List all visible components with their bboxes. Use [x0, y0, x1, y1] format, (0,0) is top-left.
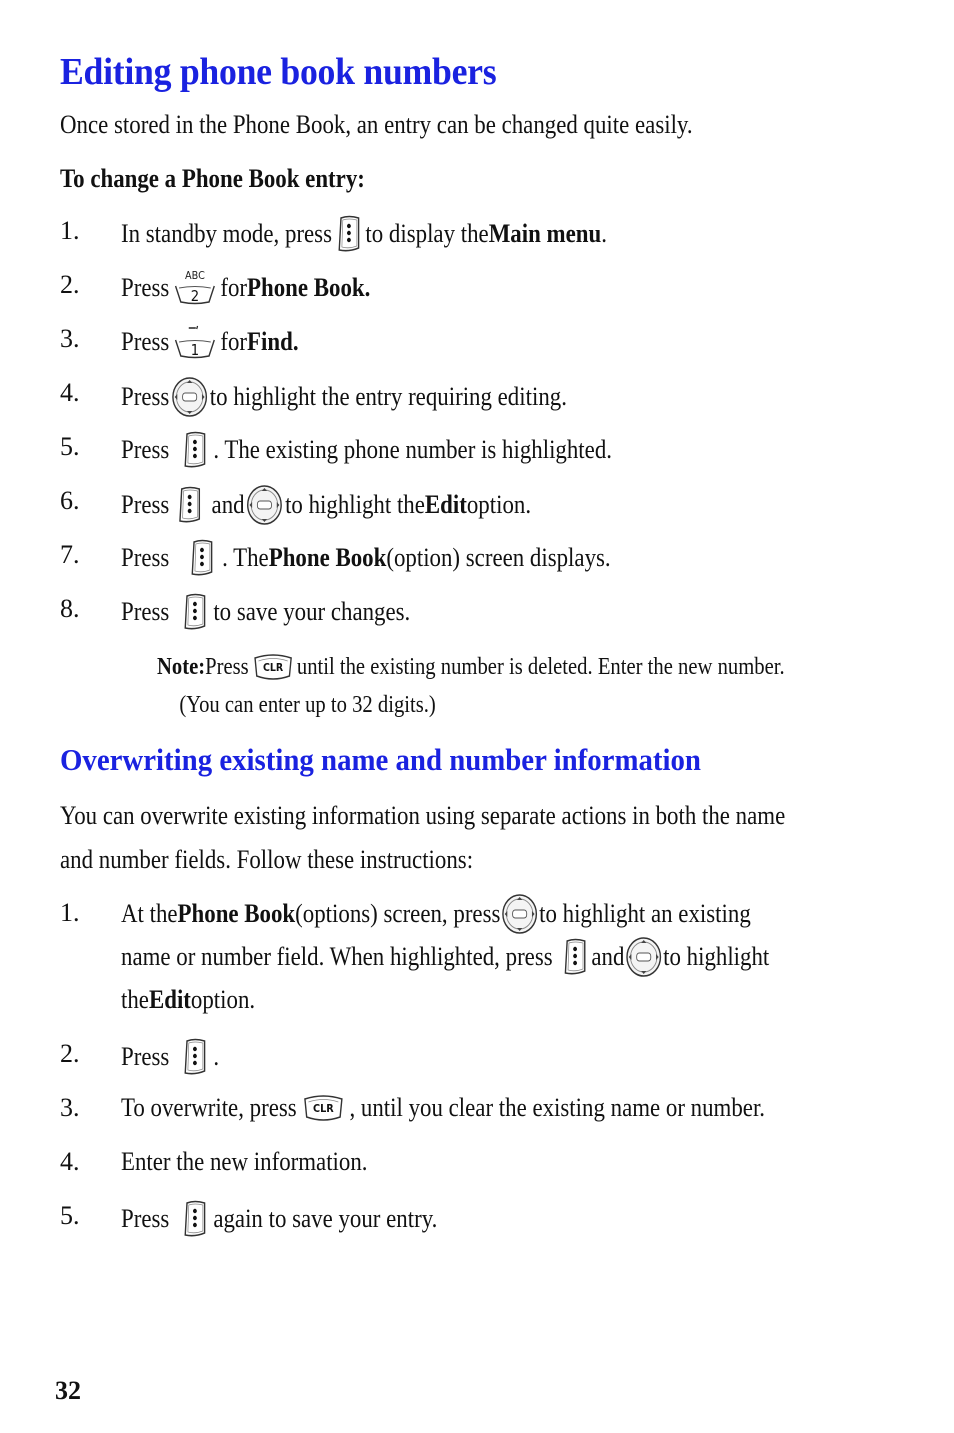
step-b-2: [0, 1037, 954, 1077]
menu-key-icon: [182, 1199, 208, 1239]
note-text: until the existing number is deleted. Enter the new number.: [296, 654, 785, 680]
step-text: .: [601, 219, 607, 248]
step-a-3: [0, 322, 954, 362]
step-text: to highlight the: [285, 490, 425, 519]
step-text: Press: [121, 1042, 170, 1071]
step-a-5: [0, 430, 954, 470]
step-text: Press: [121, 273, 170, 302]
key-2-abc-icon: [173, 268, 217, 308]
step-a-1: [0, 214, 954, 254]
step-text: Press: [121, 327, 170, 356]
step-number: 5.: [60, 432, 80, 461]
step-text: Press: [121, 1204, 170, 1233]
step-bold: Phone Book.: [247, 273, 371, 302]
key-1-icon: [173, 322, 217, 362]
step-number: 3.: [60, 324, 80, 353]
step-text: Press: [121, 435, 170, 464]
step-text: and: [591, 942, 625, 971]
step-text: Press: [121, 543, 170, 572]
step-text: (options) screen, press: [295, 899, 501, 928]
navigation-key-icon: [246, 484, 283, 526]
navigation-key-icon: [171, 376, 208, 418]
step-text: Press: [121, 597, 170, 626]
step-text: , until you clear the existing name or number.: [349, 1093, 766, 1122]
procedure-heading: To change a Phone Book entry:: [60, 164, 365, 193]
step-text: the: [121, 985, 149, 1014]
key-digit: 2: [190, 288, 200, 306]
step-number: 8.: [60, 594, 80, 623]
intro-paragraph: Once stored in the Phone Book, an entry can be changed quite easily.: [60, 110, 693, 139]
step-text: to display the: [365, 219, 489, 248]
menu-key-icon: [176, 485, 202, 525]
step-text: to highlight an existing: [539, 899, 751, 928]
step-a-6: [0, 484, 954, 524]
step-a-7: [0, 538, 954, 578]
step-text: (option) screen displays.: [386, 543, 611, 572]
step-text: . The existing phone number is highlighted.: [213, 435, 612, 464]
step-bold: Main menu: [488, 219, 602, 248]
menu-key-icon: [336, 214, 362, 254]
step-text: In standby mode, press: [121, 219, 332, 248]
section-intro-line-1: You can overwrite existing information using separate actions in both the name: [60, 801, 786, 830]
step-bold: Phone Book: [177, 899, 296, 928]
menu-key-icon: [561, 937, 587, 977]
key-digit: 1: [190, 342, 200, 360]
clr-label: CLR: [262, 661, 283, 675]
step-text: for: [220, 327, 248, 356]
step-number: 5.: [60, 1201, 80, 1230]
step-b-1: [121, 892, 858, 1021]
step-text: again to save your entry.: [213, 1204, 438, 1233]
page-number: 32: [55, 1376, 81, 1405]
key-label: ABC: [184, 269, 205, 283]
step-number: 4.: [60, 378, 80, 407]
step-text: for: [220, 273, 248, 302]
note-box: [157, 648, 887, 724]
step-text: To overwrite, press: [121, 1093, 297, 1122]
step-text: Press: [121, 382, 170, 411]
step-bold: Find.: [247, 327, 299, 356]
step-number: 2.: [60, 1039, 80, 1068]
menu-key-icon: [182, 430, 208, 470]
clr-key-icon: [252, 652, 293, 682]
note-text: Press: [205, 654, 249, 680]
note-label: Note:: [157, 654, 206, 680]
step-text: option.: [190, 985, 256, 1014]
step-a-8: [0, 592, 954, 632]
navigation-key-icon: [501, 893, 538, 935]
step-text: to highlight the entry requiring editing.: [209, 382, 567, 411]
page-title: Editing phone book numbers: [60, 51, 497, 93]
step-text: Enter the new information.: [121, 1147, 368, 1176]
step-b-4: [0, 1145, 954, 1185]
step-number: 4.: [60, 1147, 80, 1176]
step-text: option.: [466, 490, 532, 519]
step-bold: Edit: [424, 490, 467, 519]
step-b-3: [0, 1091, 954, 1131]
step-text: .: [213, 1042, 220, 1071]
menu-key-icon: [182, 592, 208, 632]
section-title: Overwriting existing name and number information: [60, 742, 701, 777]
clr-key-icon: [302, 1093, 344, 1123]
step-bold: Edit: [148, 985, 191, 1014]
step-a-4: [0, 376, 954, 416]
step-number: 1.: [60, 216, 80, 245]
step-b-5: [0, 1199, 954, 1239]
step-text: Press: [121, 490, 170, 519]
step-number: 3.: [60, 1093, 80, 1122]
step-text: to save your changes.: [213, 597, 411, 626]
step-number: 1.: [60, 898, 80, 927]
navigation-key-icon: [625, 936, 662, 978]
step-a-2: [0, 268, 954, 308]
step-number: 7.: [60, 540, 80, 569]
step-bold: Phone Book: [268, 543, 387, 572]
menu-key-icon: [182, 1037, 208, 1077]
step-text: to highlight: [663, 942, 770, 971]
step-text: and: [211, 490, 245, 519]
step-text: name or number field. When highlighted, press: [121, 942, 553, 971]
step-text: . The: [222, 543, 269, 572]
note-text: (You can enter up to 32 digits.): [179, 692, 436, 718]
section-intro-line-2: and number fields. Follow these instructions:: [60, 845, 474, 874]
step-text: At the: [121, 899, 178, 928]
clr-label: CLR: [312, 1102, 334, 1116]
step-number: 2.: [60, 270, 80, 299]
step-number: 6.: [60, 486, 80, 515]
menu-key-icon: [189, 538, 215, 578]
